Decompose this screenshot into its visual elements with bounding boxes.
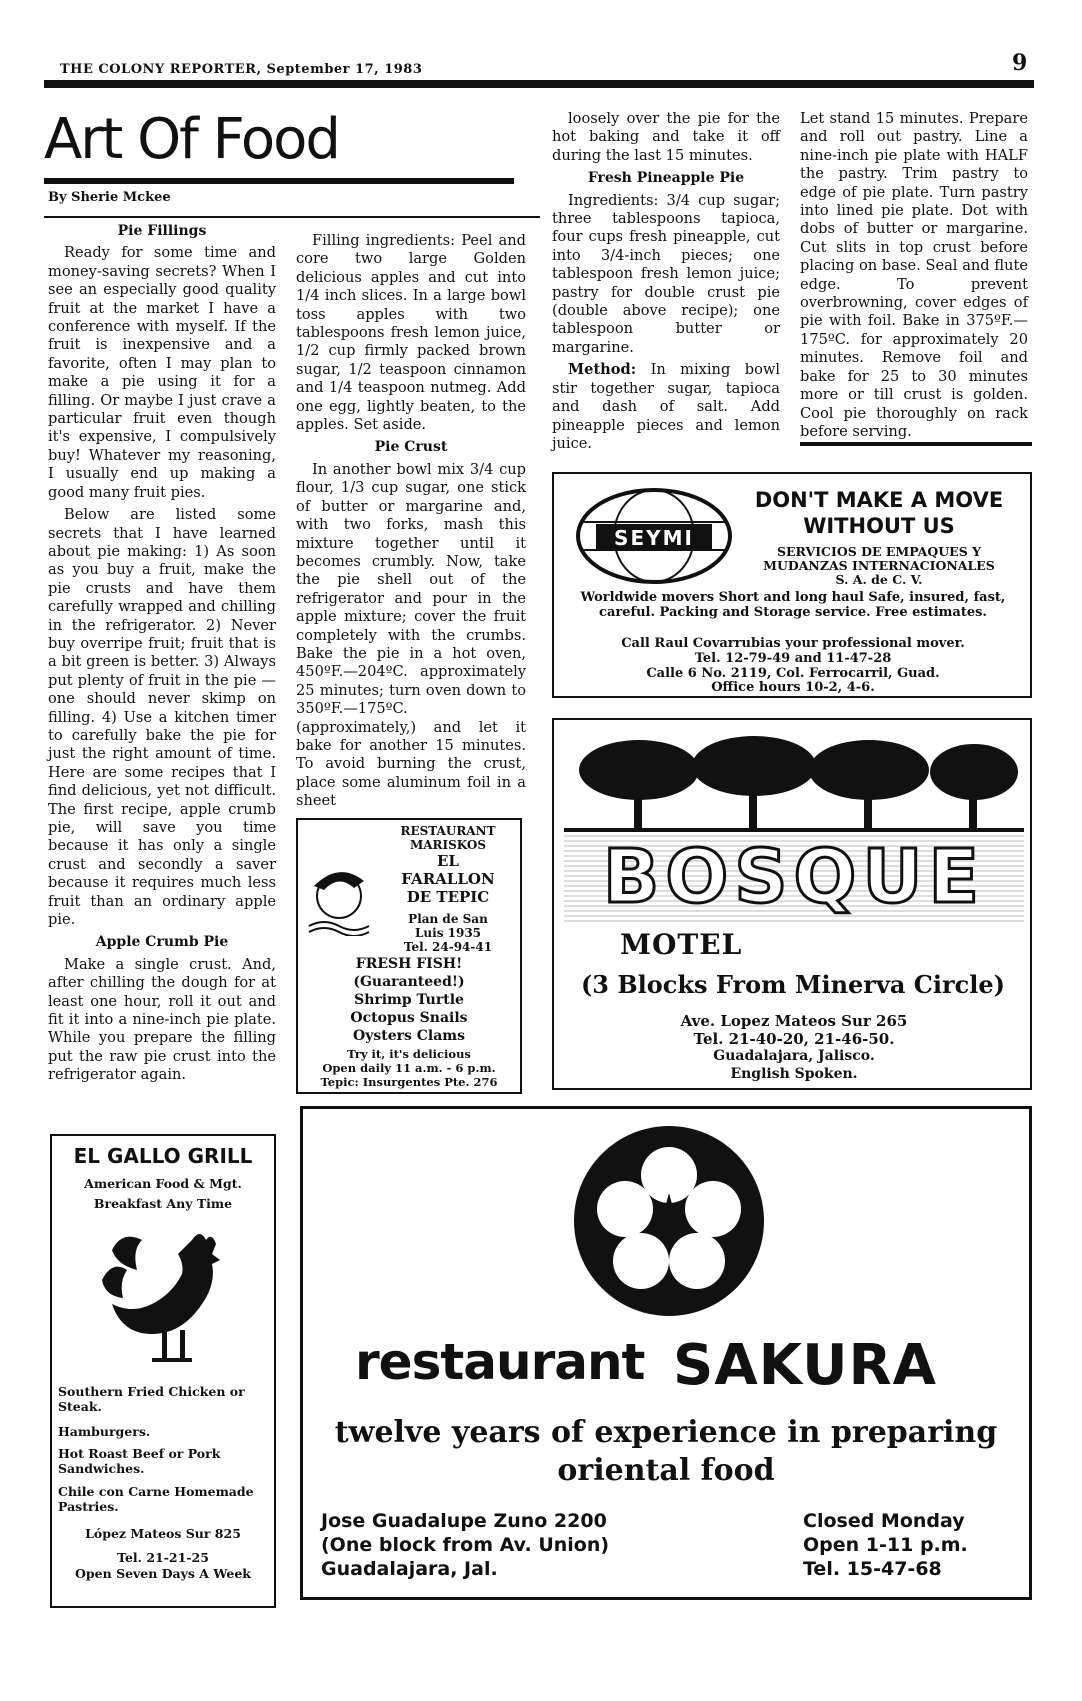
gallo-item-3: Hot Roast Beef or Pork Sandwiches. [58,1446,221,1476]
bosque-name: BOSQUE [564,832,1024,922]
sakura-tagline-1: twelve years of experience in preparing [334,1415,998,1450]
paragraph [552,361,780,453]
sakura-tel: Tel. 15-47-68 [803,1558,942,1580]
seymi-headline-2: WITHOUT US [803,514,955,538]
farallon-line-4: FARALLON [401,870,495,888]
ad-el-gallo-grill [50,1134,276,1608]
gallo-addr: López Mateos Sur 825 [85,1526,241,1541]
farallon-tepic: Tepic: Insurgentes Pte. 276 [320,1075,498,1089]
farallon-line-5: DE TEPIC [406,888,490,906]
paragraph: Below are listed some secrets that I have learned about pie making: 1) As soon as you buy a fruit, make the pie crusts and have them carefully wrapped and chilling in the refrigerator. 2) Never buy overripe fruit; fruit that is a bit green is better. 3) Always put plenty of fruit in the pie — one should never skimp on filling. 4) Use a kitchen timer to carefully bake the pie for just the right amount of time. Here are some recipes that I find delicious, yet not difficult. The first recipe, apple crumb pie, will save you time because it has only a single crust and secondly a saver because it requires much less fruit than an ordinary apple pie. [48,506,276,929]
sakura-addr-2: (One block from Av. Union) [321,1534,610,1556]
seymi-address: Calle 6 No. 2119, Col. Ferrocarril, Guad. [646,666,940,681]
gallo-sub-2: Breakfast Any Time [93,1196,233,1211]
subheading-pie-fillings: Pie Fillings [117,223,207,239]
paragraph: Ready for some time and money-saving secrets? When I see an especially good quality fruit at the market I have a conference with myself. If the fruit is inexpensive and a favorite, often I may plan to make a pie using it for a filling. Or maybe I just crave a particular fruit even though it's expensive, I compulsively buy! Whatever my reasoning, I usually end up making a good many fruit pies. [48,244,276,501]
paragraph: loosely over the pie for the hot baking and take it off during the last 15 minutes. [552,110,780,164]
farallon-addr-1: Plan de San [408,912,488,926]
sakura-open: Open 1-11 p.m. [803,1534,968,1556]
bosque-tel: Tel. 21-40-20, 21-46-50. [693,1030,895,1048]
farallon-tel: Tel. 24-94-41 [403,940,493,954]
sakura-word-restaurant: restaurant [355,1333,645,1391]
paragraph: In another bowl mix 3/4 cup flour, 1/3 cup sugar, one stick of butter or margarine and, with two forks, mash this mixture together until it becomes crumbly. Now, take the pie shell out of the refrigerator and pour in the apple mixture; cover the fruit completely with the crumbs. Bake the pie in a hot oven, 450ºF.—204ºC. approximately 25 minutes; turn oven down to 350ºF.—175ºC. (approximately,) and let it bake for another 15 minutes. To avoid burning the crust, place some aluminum foil in a sheet [296,460,526,810]
method-label: Method: [568,361,637,379]
sakura-addr-3: Guadalajara, Jal. [321,1558,498,1580]
gallo-item-2: Hamburgers. [58,1424,151,1439]
bosque-motel: MOTEL [620,928,743,961]
fish-logo-icon [304,856,374,936]
seymi-body: Worldwide movers Short and long haul Safe, insured, fast, careful. Packing and Storage service. Free estimates. [580,590,1006,620]
farallon-fresh: FRESH FISH! [355,956,463,972]
title-rule [44,178,514,184]
bosque-english: English Spoken. [730,1066,858,1082]
article-end-rule [800,442,1032,446]
farallon-addr-2: Luis 1935 [414,926,482,940]
farallon-line-3: EL [437,852,459,870]
sakura-closed: Closed Monday [803,1510,965,1532]
method-text: In mixing bowl stir together sugar, tapioca and dash of salt. Add pineapple pieces and lemon juice. [552,361,781,452]
seymi-company-3: S. A. de C. V. [835,572,923,587]
ad-seymi [552,472,1032,698]
paragraph: Let stand 15 minutes. Prepare and roll out pastry. Line a nine-inch pie plate with HALF the pastry. Trim pastry to edge of pie plate. Turn pastry into lined pie plate. Dot with dobs of butter or margarine. Cut slits in top crust before placing on base. Seal and flute edge. To prevent overbrowning, cover edges of pie with foil. Bake in 375ºF.—175ºC. for approximately 20 minutes. Remove foil and bake for 25 to 30 minutes more or till crust is golden. Cool pie thoroughly on rack before serving. [800,110,1028,440]
gallo-title: EL GALLO GRILL [73,1144,253,1168]
ad-el-farallon [296,818,522,1094]
masthead: THE COLONY REPORTER, September 17, 1983 [60,62,423,77]
paragraph: Ingredients: 3/4 cup sugar; three tablespoons tapioca, four cups fresh pineapple, cut into 3/4-inch pieces; one tablespoon fresh lemon juice; pastry for double crust pie (double above recipe); one tablespoon butter or margarine. [552,191,780,356]
seymi-company-2: MUDANZAS INTERNACIONALES [763,558,995,573]
seymi-hours: Office hours 10-2, 4-6. [711,680,875,695]
page-number: 9 [1012,50,1028,76]
sakura-flower-logo [571,1123,767,1319]
ad-restaurant-sakura [300,1106,1032,1600]
farallon-line-1: RESTAURANT [400,824,496,838]
seymi-call: Call Raul Covarrubias your professional mover. [621,636,965,651]
subheading-pie-crust: Pie Crust [374,439,448,456]
farallon-line-2: MARISKOS [409,838,487,852]
subheading-fresh-pineapple-pie: Fresh Pineapple Pie [587,170,745,187]
byline: By Sherie Mckee [48,190,171,205]
seymi-logo-text: SEYMI [614,526,694,550]
gallo-tel: Tel. 21-21-25 [117,1550,209,1565]
header-rule [44,80,1034,88]
farallon-open: Open daily 11 a.m. - 6 p.m. [322,1061,496,1075]
article-column-1 [48,222,276,1089]
article-title: Art Of Food [44,107,339,172]
gallo-item-1: Southern Fried Chicken or Steak. [58,1384,245,1414]
gallo-sub-1: American Food & Mgt. [84,1176,242,1191]
gallo-open: Open Seven Days A Week [75,1566,251,1581]
farallon-try: Try it, it's delicious [347,1047,471,1061]
farallon-items-1: Shrimp Turtle [354,992,464,1008]
sakura-word-sakura: SAKURA [673,1333,938,1398]
gallo-item-4: Chile con Carne Homemade Pastries. [58,1484,254,1514]
byline-rule [44,216,540,218]
seymi-tel: Tel. 12-79-49 and 11-47-28 [694,651,892,666]
farallon-items-2: Octopus Snails [350,1010,468,1026]
seymi-headline-1: DON'T MAKE A MOVE [754,488,1004,512]
bosque-tagline: (3 Blocks From Minerva Circle) [580,970,1006,999]
seymi-company-1: SERVICIOS DE EMPAQUES Y [777,544,981,559]
farallon-items-3: Oysters Clams [353,1028,465,1044]
rooster-illustration [92,1220,232,1370]
sakura-tagline-2: oriental food [557,1453,775,1488]
subheading-apple-crumb-pie: Apple Crumb Pie [95,934,229,951]
article-column-4 [800,110,1028,445]
article-column-2 [296,232,526,815]
paragraph: Make a single crust. And, after chilling the dough for at least one hour, roll it out and fit it into a nine-inch pie plate. While you prepare the filling put the raw pie crust into the refrigerator again. [48,955,276,1084]
bosque-address: Ave. Lopez Mateos Sur 265 [680,1012,908,1030]
sakura-addr-1: Jose Guadalupe Zuno 2200 [321,1510,607,1532]
paragraph: Filling ingredients: Peel and core two large Golden delicious apples and cut into 1/4 inch slices. In a large bowl toss apples with two tablespoons fresh lemon juice, 1/2 cup firmly packed brown sugar, 1/2 teaspoon cinnamon and 1/4 teaspoon nutmeg. Add one egg, lightly beaten, to the apples. Set aside. [296,232,526,434]
article-column-3 [552,110,780,457]
ad-bosque-motel [552,718,1032,1090]
farallon-guaranteed: (Guaranteed!) [353,974,465,990]
trees-illustration [564,730,1024,840]
bosque-city: Guadalajara, Jalisco. [713,1048,875,1064]
